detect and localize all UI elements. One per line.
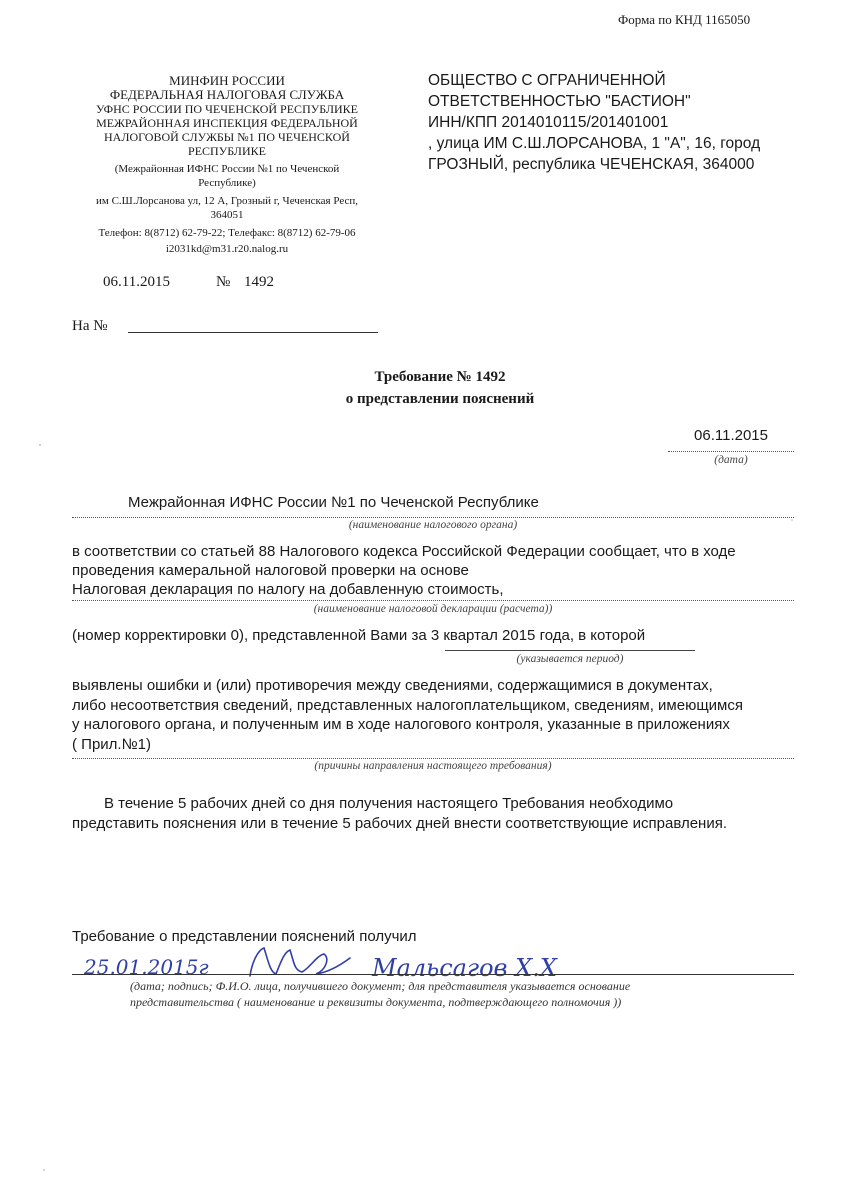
date-underline [668,451,794,452]
declaration-caption: (наименование налоговой декларации (расчета)) [313,603,553,615]
authority-address: 364051 [210,209,244,221]
handwritten-date: 25.01.2015г [84,955,209,979]
errors-line: выявлены ошибки и (или) противоречия между сведениями, содержащимися в документах, [72,677,713,694]
authority-line: ФЕДЕРАЛЬНАЯ НАЛОГОВАЯ СЛУЖБА [109,87,345,102]
signature-scribble [250,948,350,976]
body-paragraph [72,542,796,599]
authority-address: им С.Ш.Лорсанова ул, 12 А, Грозный г, Чеченская Респ, [95,195,359,207]
signature-caption [130,978,770,1010]
requirement-date: 06.11.2015 [694,427,768,444]
reason-underline [72,758,794,759]
authority-line: МЕЖРАЙОННАЯ ИНСПЕКЦИЯ ФЕДЕРАЛЬНОЙ [96,116,358,130]
errors-line: ( Прил.№1) [72,735,152,753]
recipient-block [428,70,828,175]
recipient-line: , улица ИМ С.Ш.ЛОРСАНОВА, 1 "А", 16, город [428,135,761,152]
declaration-underline [72,600,794,601]
declaration-name: Налоговая декларация по налогу на добавленную стоимость, [72,581,504,598]
recipient-line: ГРОЗНЫЙ, республика ЧЕЧЕНСКАЯ, 364000 [428,156,755,173]
signature-line [72,974,794,975]
deadline-paragraph [72,794,796,833]
authority-line: РЕСПУБЛИКЕ [188,144,266,158]
errors-paragraph [72,676,796,754]
deadline-line: представить пояснения или в течение 5 рабочих дней внести соответствующие исправления. [72,814,728,832]
body-line: проведения камеральной налоговой проверки на основе [72,562,469,579]
document-title [250,366,630,410]
period-underline [445,650,695,651]
correction-period-line: (номер корректировки 0), представленной Вами за 3 квартал 2015 года, в которой [72,627,646,644]
form-code: Форма по КНД 1165050 [618,12,751,27]
period-caption: (указывается период) [516,653,624,665]
handwritten-name: Мальсагов Х.Х [372,954,557,982]
date-caption: (дата) [714,454,748,466]
reply-to-line [128,332,378,333]
authority-short-name: Республике) [198,177,256,189]
authority-line: УФНС РОССИИ ПО ЧЕЧЕНСКОЙ РЕСПУБЛИКЕ [96,102,358,116]
recipient-line: ОТВЕТСТВЕННОСТЬЮ "БАСТИОН" [428,93,691,110]
title-line-1: Требование № 1492 [374,369,506,385]
reply-to-label: На № [72,318,108,334]
signature-caption-line: (дата; подпись; Ф.И.О. лица, получившего документ; для представителя указывается основание [130,979,631,993]
authority-line: МИНФИН РОССИИ [169,73,285,88]
tax-authority-caption: (наименование налогового органа) [348,519,518,531]
tax-authority-underline [72,517,794,518]
outgoing-number-label: № [216,274,231,290]
authority-email: i2031kd@m31.r20.nalog.ru [165,243,289,255]
reason-caption: (причины направления настоящего требования) [314,760,552,772]
outgoing-date: 06.11.2015 [103,274,170,290]
tax-authority-name: Межрайонная ИФНС России №1 по Чеченской Республике [128,494,539,511]
authority-short-name: (Межрайонная ИФНС России №1 по Чеченской [114,163,340,175]
deadline-line: В течение 5 рабочих дней со дня получения настоящего Требования необходимо [104,795,674,812]
authority-phones: Телефон: 8(8712) 62-79-22; Телефакс: 8(8712) 62-79-06 [98,227,356,239]
authority-line: НАЛОГОВОЙ СЛУЖБЫ №1 ПО ЧЕЧЕНСКОЙ [104,130,350,144]
body-line: в соответствии со статьей 88 Налогового кодекса Российской Федерации сообщает, что в ходе [72,543,736,560]
signature-caption-line: представительства ( наименование и реквизиты документа, подтверждающего полномочия )) [130,995,622,1009]
tax-authority-header [72,74,382,158]
recipient-line: ОБЩЕСТВО С ОГРАНИЧЕННОЙ [428,72,666,89]
outgoing-number: 1492 [244,274,274,290]
errors-line: либо несоответствия сведений, представленных налогоплательщиком, сведениям, имеющимся [72,696,743,714]
recipient-line: ИНН/КПП 2014010115/201401001 [428,114,669,131]
authority-details [72,162,382,256]
receipt-label: Требование о представлении пояснений получил [72,928,417,945]
title-line-2: о представлении пояснений [345,391,535,407]
errors-line: у налогового органа, и полученным им в ходе налогового контроля, указанные в приложениях [72,716,730,733]
